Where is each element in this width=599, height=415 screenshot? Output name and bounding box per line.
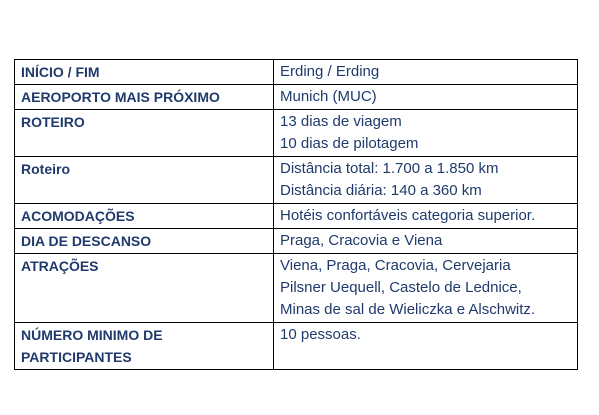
value-text: Praga, Cracovia e Viena [280, 232, 443, 249]
row-value [274, 323, 578, 370]
trip-info-table [14, 59, 578, 370]
row-label [15, 157, 274, 204]
label-text: PARTICIPANTES [21, 349, 132, 365]
value-text: Hotéis confortáveis categoria superior. [280, 207, 536, 224]
value-text: Distância total: 1.700 a 1.850 km [280, 160, 499, 177]
row-label [15, 323, 274, 370]
table-row [15, 204, 578, 229]
value-text: 13 dias de viagem [280, 113, 402, 130]
row-value [274, 229, 578, 254]
value-text: Pilsner Uequell, Castelo de Lednice, [280, 279, 522, 296]
row-value [274, 85, 578, 110]
row-label [15, 110, 274, 157]
label-text: DIA DE DESCANSO [21, 233, 152, 249]
label-text: INÍCIO / FIM [21, 64, 100, 80]
label-text: NÚMERO MINIMO DE [21, 327, 163, 343]
table-row [15, 157, 578, 204]
value-text: Viena, Praga, Cracovia, Cervejaria [280, 257, 511, 274]
row-value [274, 110, 578, 157]
row-label [15, 85, 274, 110]
row-value [274, 254, 578, 323]
table-row [15, 110, 578, 157]
value-text: Munich (MUC) [280, 88, 377, 105]
value-text: Distância diária: 140 a 360 km [280, 182, 482, 199]
label-text: AEROPORTO MAIS PRÓXIMO [21, 89, 220, 105]
value-text: 10 dias de pilotagem [280, 135, 419, 152]
table-row [15, 323, 578, 370]
row-label [15, 229, 274, 254]
table-row [15, 229, 578, 254]
table-row [15, 60, 578, 85]
row-value [274, 60, 578, 85]
row-label [15, 204, 274, 229]
table-row [15, 254, 578, 323]
value-text: 10 pessoas. [280, 326, 361, 343]
row-value [274, 204, 578, 229]
label-text: ROTEIRO [21, 114, 85, 130]
row-value [274, 157, 578, 204]
value-text: Minas de sal de Wieliczka e Alschwitz. [280, 301, 536, 318]
label-text: ACOMODAÇÕES [21, 208, 135, 224]
value-text: Erding / Erding [280, 63, 380, 80]
label-text: Roteiro [21, 161, 70, 177]
row-label [15, 254, 274, 323]
table-row [15, 85, 578, 110]
row-label [15, 60, 274, 85]
label-text: ATRAÇÕES [21, 258, 99, 274]
